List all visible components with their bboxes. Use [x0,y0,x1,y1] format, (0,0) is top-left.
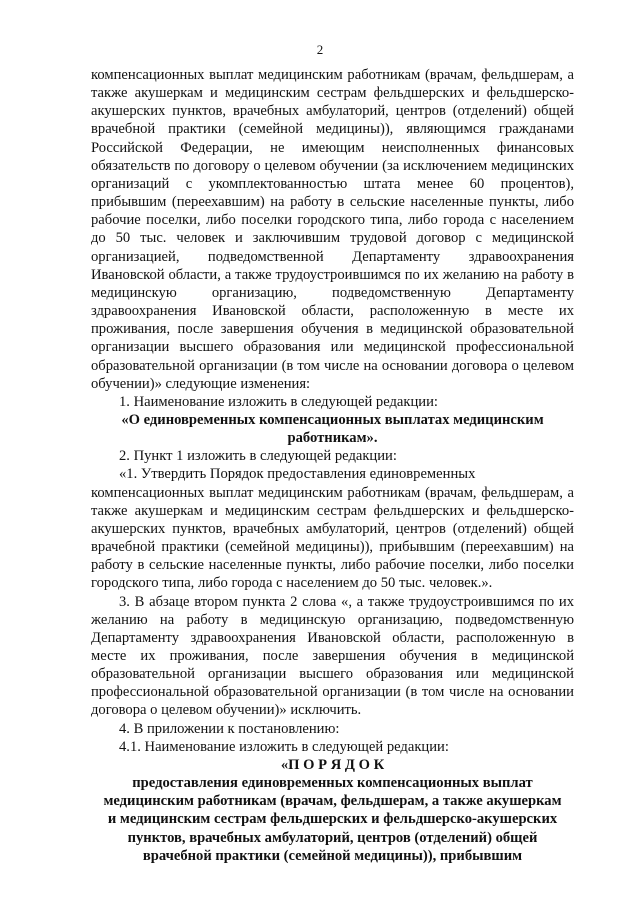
item-1-heading-line-1: «О единовременных компенсационных выплатах медицинским [121,411,544,428]
order-title: «П О Р Я Д О К [280,756,385,773]
document-body [91,66,574,865]
intro-paragraph: компенсационных выплат медицинским работникам (врачам, фельдшерам, а также акушеркам и медицинским сестрам фельдшерских и фельдшерско-акушерских пунктов, врачебных амбулаторий, центров (отделений) общей врачебной практики (семейной медицины)), являющимся гражданами Российской Федерации, не имеющим неисполненных финансовых обязательств по договору о целевом обучении (за исключением медицинских организаций с укомплектованностью штата менее 60 процентов), прибывшим (переехавшим) на работу в сельские населенные пункты, либо рабочие поселки, либо поселки городского типа, либо города с населением до 50 тыс. человек и заключившим трудовой договор с медицинской организацией, подведомственной Департаменту здравоохранения Ивановской области, а также трудоустроившимся по их желанию на работу в медицинскую организацию, подведомственную Департаменту здравоохранения Ивановской области, расположенную в месте их проживания, после завершения обучения в медицинской образовательной организации высшего образования или медицинской профессиональной образовательной организации (в том числе на основании договора о целевом обучении)» следующие изменения: [91,67,574,392]
order-heading-line-2: медицинским работникам (врачам, фельдшерам, а также акушеркам [103,793,562,810]
order-heading-line-3: и медицинским сестрам фельдшерских и фельдшерско-акушерских [107,811,558,828]
item-1: 1. Наименование изложить в следующей редакции: [119,393,438,410]
item-1-heading-line-2: работникам». [287,430,378,447]
item-2: 2. Пункт 1 изложить в следующей редакции: [119,448,397,465]
item-4: 4. В приложении к постановлению: [119,720,340,737]
order-heading-line-4: пунктов, врачебных амбулаторий, центров (отделений) общей [127,829,538,846]
item-4-1: 4.1. Наименование изложить в следующей редакции: [119,738,449,755]
page-number: 2 [316,42,324,57]
item-3: 3. В абзаце втором пункта 2 слова «, а также трудоустроившимся по их желанию на работу в медицинскую организацию, подведомственную Департаменту здравоохранения Ивановской области, расположенную в месте их проживания, после завершения обучения в медицинской образовательной организации высшего образования или медицинской профессиональной образовательной организации (в том числе на основании договора о целевом обучении)» исключить. [91,593,574,719]
order-heading-line-5: врачебной практики (семейной медицины)), прибывшим [142,847,523,864]
item-2-quote-first-line: «1. Утвердить Порядок предоставления единовременных [119,466,476,483]
order-heading-line-1: предоставления единовременных компенсационных выплат [132,775,533,792]
item-2-quote-rest: компенсационных выплат медицинским работникам (врачам, фельдшерам, а также акушеркам и медицинским сестрам фельдшерских и фельдшерско-акушерских пунктов, врачебных амбулаторий, центров (отделений) общей врачебной практики (семейной медицины)), прибывшим (переехавшим) на работу в сельские населенные пункты, либо рабочие поселки, либо поселки городского типа, либо города с населением до 50 тыс. человек.». [91,484,574,592]
